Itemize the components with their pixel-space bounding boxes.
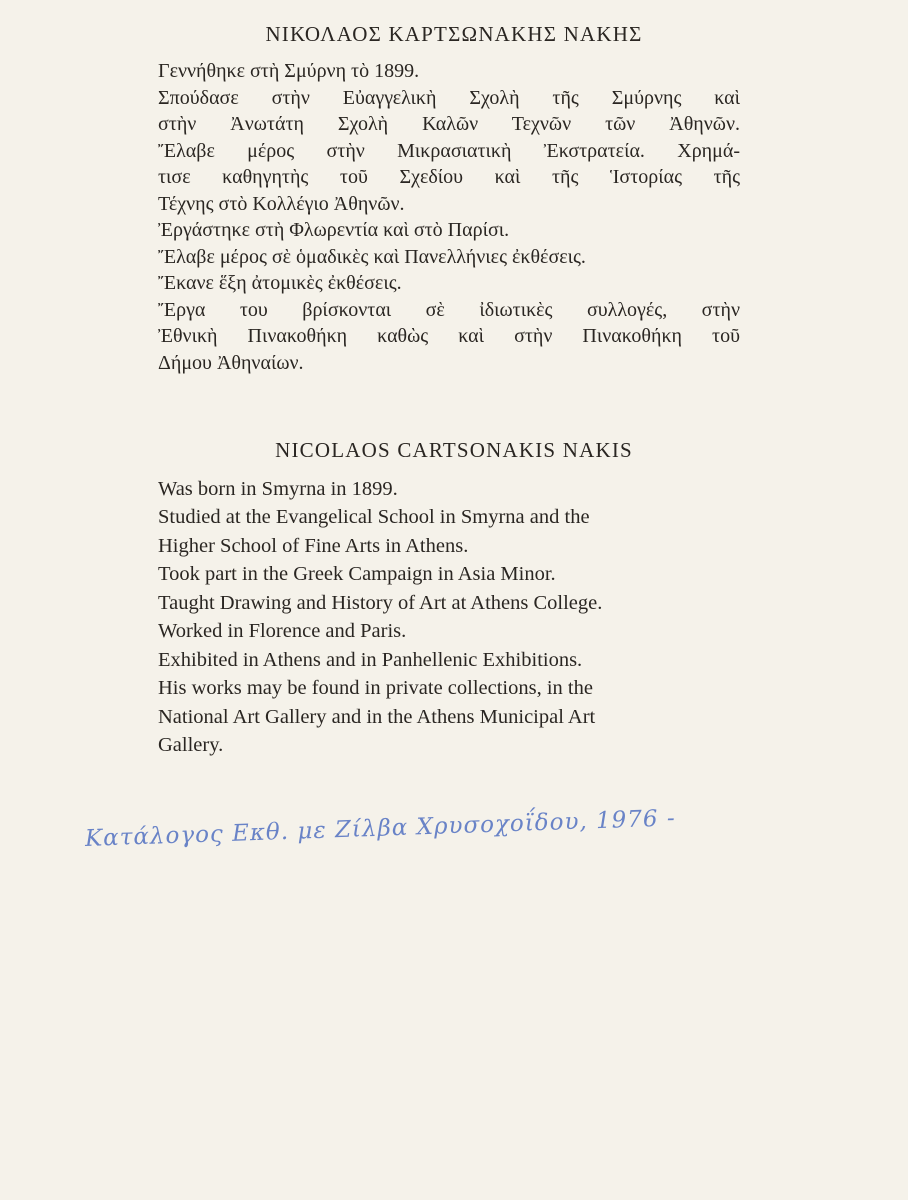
- greek-line: Ἔργα του βρίσκονται σὲ ἰδιωτικὲς συλλογές, στὴν: [158, 299, 740, 321]
- english-line: Worked in Florence and Paris.: [158, 620, 407, 642]
- english-line: Taught Drawing and History of Art at Athens College.: [158, 592, 603, 614]
- greek-line: Γεννήθηκε στὴ Σμύρνη τὸ 1899.: [158, 60, 420, 82]
- greek-line: Ἔκανε ἕξη ἀτομικὲς ἐκθέσεις.: [158, 272, 402, 294]
- greek-line: τισε καθηγητὴς τοῦ Σχεδίου καὶ τῆς Ἱστορίας τῆς: [158, 166, 740, 188]
- english-line: Gallery.: [158, 734, 224, 756]
- greek-line: Δήμου Ἀθηναίων.: [158, 352, 304, 374]
- greek-line: Σπούδασε στὴν Εὐαγγελικὴ Σχολὴ τῆς Σμύρνης καὶ: [158, 87, 740, 109]
- english-line: Studied at the Evangelical School in Smyrna and the: [158, 506, 590, 528]
- english-line: His works may be found in private collections, in the: [158, 677, 593, 699]
- handwritten-note: Κατάλογος Εκθ. με Ζίλβα Χρυσοχοΐδου, 1976 -: [84, 805, 677, 852]
- english-title: NICOLAOS CARTSONAKIS NAKIS: [275, 438, 633, 462]
- greek-line: στὴν Ἀνωτάτη Σχολὴ Καλῶν Τεχνῶν τῶν Ἀθηνῶν.: [158, 113, 740, 135]
- greek-line: Τέχνης στὸ Κολλέγιο Ἀθηνῶν.: [158, 193, 405, 215]
- english-line: Was born in Smyrna in 1899.: [158, 478, 398, 500]
- greek-line: Ἐργάστηκε στὴ Φλωρεντία καὶ στὸ Παρίσι.: [158, 219, 510, 241]
- greek-title: ΝΙΚΟΛΑΟΣ ΚΑΡΤΣΩΝΑΚΗΣ ΝΑΚΗΣ: [265, 22, 643, 46]
- english-line: National Art Gallery and in the Athens Municipal Art: [158, 706, 596, 728]
- english-line: Exhibited in Athens and in Panhellenic Exhibitions.: [158, 649, 583, 671]
- greek-line: Ἐθνικὴ Πινακοθήκη καθὼς καὶ στὴν Πινακοθήκη τοῦ: [158, 325, 740, 347]
- english-line: Took part in the Greek Campaign in Asia Minor.: [158, 563, 556, 585]
- greek-line: Ἔλαβε μέρος στὴν Μικρασιατικὴ Ἐκστρατεία. Χρημά-: [158, 140, 740, 162]
- greek-line: Ἔλαβε μέρος σὲ ὁμαδικὲς καὶ Πανελλήνιες ἐκθέσεις.: [158, 246, 586, 268]
- english-line: Higher School of Fine Arts in Athens.: [158, 535, 469, 557]
